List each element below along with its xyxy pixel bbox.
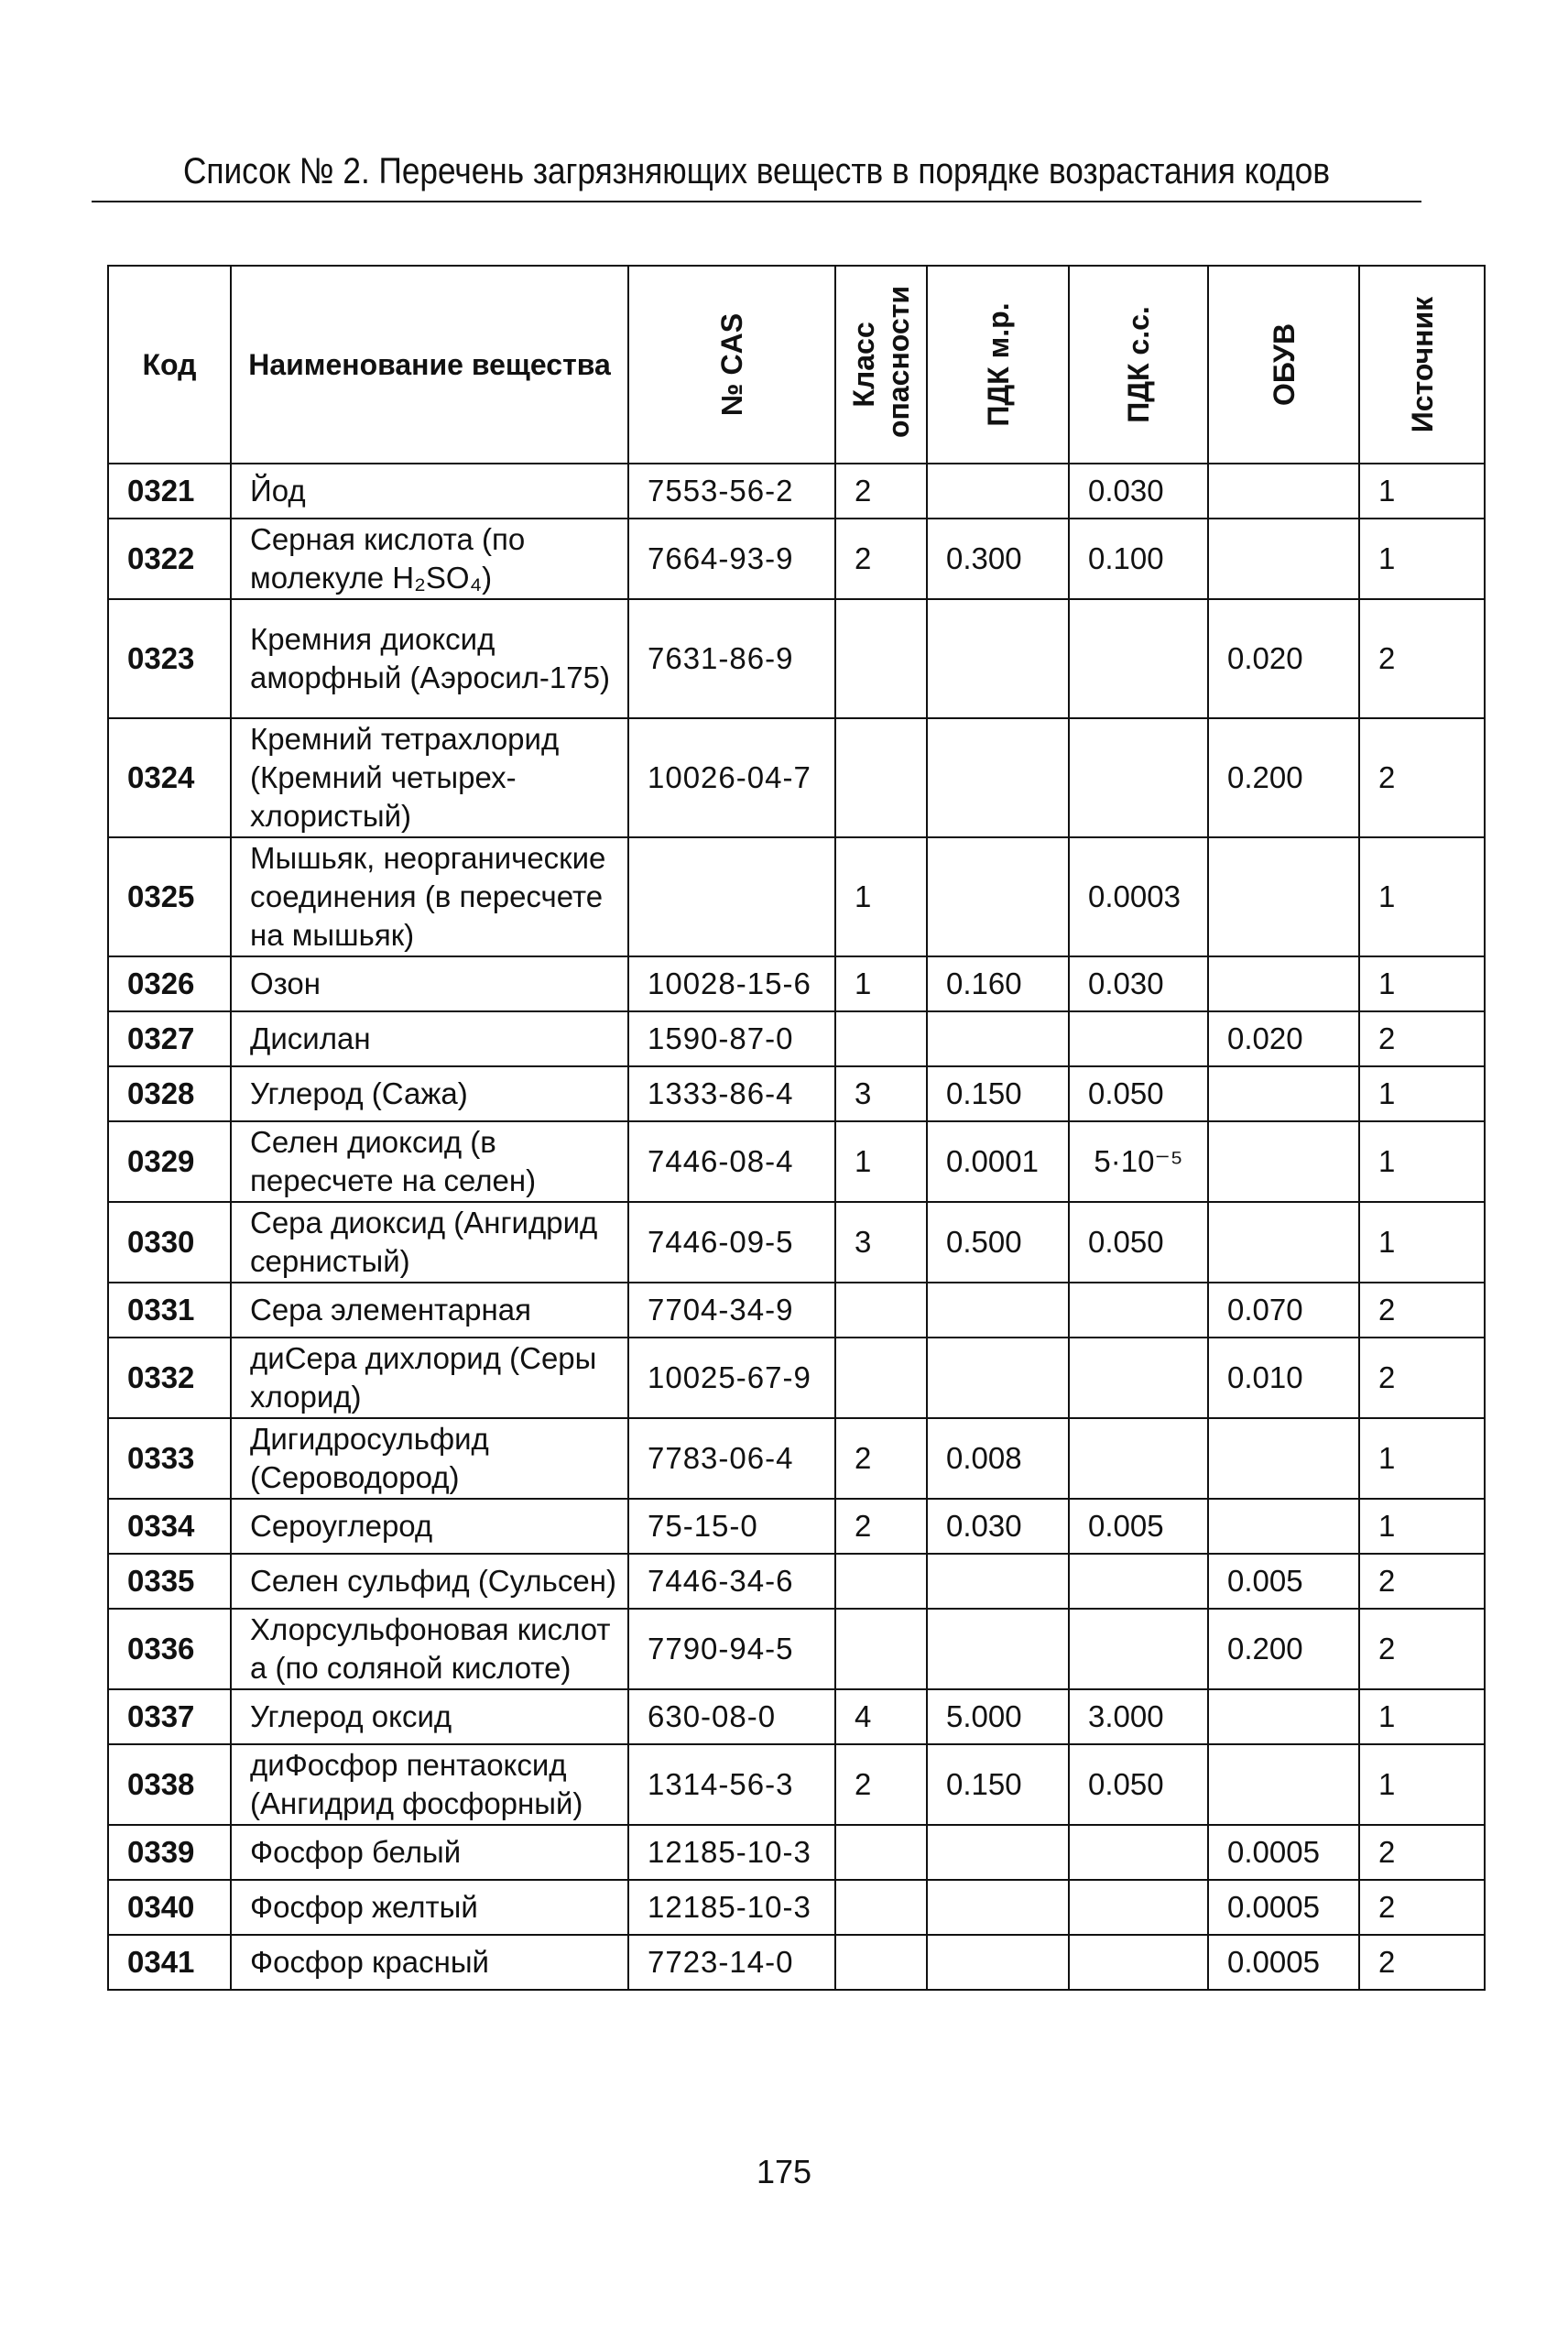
cell-source: 2 <box>1359 599 1485 718</box>
cell-hazard-class: 4 <box>835 1689 927 1744</box>
cell-pdk-mr: 0.150 <box>927 1066 1069 1121</box>
header-source-label: Источник <box>1405 296 1439 433</box>
cell-cas: 7446-34-6 <box>628 1554 835 1609</box>
page-number: 175 <box>756 2153 812 2190</box>
table-row <box>108 1935 1485 1990</box>
cell-name: Сера элементарная <box>231 1283 628 1338</box>
table-row <box>108 1554 1485 1609</box>
cell-source: 1 <box>1359 519 1485 599</box>
cell-pdk-ss <box>1069 599 1208 718</box>
table-header-row <box>108 266 1485 464</box>
cell-hazard-class <box>835 1609 927 1689</box>
cell-cas: 10025-67-9 <box>628 1338 835 1418</box>
cell-name: Фосфор желтый <box>231 1880 628 1935</box>
cell-code: 0324 <box>108 718 231 837</box>
cell-source: 1 <box>1359 1744 1485 1825</box>
cell-obuv <box>1208 464 1359 519</box>
cell-pdk-mr <box>927 837 1069 956</box>
cell-obuv <box>1208 1744 1359 1825</box>
cell-obuv <box>1208 1689 1359 1744</box>
header-hazard-class <box>835 266 927 464</box>
cell-obuv: 0.200 <box>1208 718 1359 837</box>
cell-cas: 1314-56-3 <box>628 1744 835 1825</box>
table-row <box>108 1609 1485 1689</box>
cell-code: 0325 <box>108 837 231 956</box>
cell-pdk-ss: 5·10⁻⁵ <box>1069 1121 1208 1202</box>
cell-cas: 7446-08-4 <box>628 1121 835 1202</box>
cell-code: 0341 <box>108 1935 231 1990</box>
cell-pdk-ss: 0.100 <box>1069 519 1208 599</box>
cell-source: 1 <box>1359 1121 1485 1202</box>
cell-source: 2 <box>1359 1609 1485 1689</box>
header-code: Код <box>108 266 231 464</box>
header-pdk-mr <box>927 266 1069 464</box>
cell-obuv <box>1208 1121 1359 1202</box>
cell-pdk-ss <box>1069 1338 1208 1418</box>
cell-pdk-ss: 0.050 <box>1069 1066 1208 1121</box>
cell-source: 2 <box>1359 718 1485 837</box>
table-row <box>108 519 1485 599</box>
cell-name: Озон <box>231 956 628 1011</box>
cell-pdk-mr: 0.0001 <box>927 1121 1069 1202</box>
cell-cas: 7723-14-0 <box>628 1935 835 1990</box>
cell-pdk-ss <box>1069 1609 1208 1689</box>
header-pdk-ss-label: ПДК с.с. <box>1122 306 1155 423</box>
table-row <box>108 1338 1485 1418</box>
table-row <box>108 1744 1485 1825</box>
cell-pdk-mr: 0.030 <box>927 1499 1069 1554</box>
cell-code: 0323 <box>108 599 231 718</box>
cell-cas: 7664-93-9 <box>628 519 835 599</box>
cell-hazard-class: 2 <box>835 464 927 519</box>
table-row <box>108 1418 1485 1499</box>
cell-obuv: 0.020 <box>1208 599 1359 718</box>
substances-table <box>107 265 1486 1991</box>
cell-source: 2 <box>1359 1338 1485 1418</box>
cell-pdk-ss <box>1069 1935 1208 1990</box>
cell-pdk-ss <box>1069 718 1208 837</box>
cell-name: Кремний тетрахлорид (Кремний четырех-хлористый) <box>231 718 628 837</box>
cell-code: 0328 <box>108 1066 231 1121</box>
cell-name: Селен диоксид (в пересчете на селен) <box>231 1121 628 1202</box>
cell-pdk-mr <box>927 1825 1069 1880</box>
cell-obuv: 0.010 <box>1208 1338 1359 1418</box>
page-title: Список № 2. Перечень загрязняющих веществ в порядке возрастания кодов <box>182 151 1331 191</box>
cell-source: 1 <box>1359 1689 1485 1744</box>
table-row <box>108 956 1485 1011</box>
cell-obuv <box>1208 519 1359 599</box>
cell-pdk-mr <box>927 1554 1069 1609</box>
cell-code: 0337 <box>108 1689 231 1744</box>
cell-obuv <box>1208 1499 1359 1554</box>
cell-pdk-ss <box>1069 1283 1208 1338</box>
cell-obuv <box>1208 1418 1359 1499</box>
cell-source: 1 <box>1359 956 1485 1011</box>
table-row <box>108 1011 1485 1066</box>
header-hazard-class-label: Класс опасности <box>847 285 915 438</box>
cell-cas: 630-08-0 <box>628 1689 835 1744</box>
cell-code: 0327 <box>108 1011 231 1066</box>
cell-obuv: 0.005 <box>1208 1554 1359 1609</box>
cell-pdk-ss: 0.030 <box>1069 956 1208 1011</box>
title-divider <box>92 201 1421 202</box>
table-row <box>108 1121 1485 1202</box>
cell-source: 1 <box>1359 1066 1485 1121</box>
header-pdk-ss <box>1069 266 1208 464</box>
cell-source: 1 <box>1359 1202 1485 1283</box>
cell-code: 0332 <box>108 1338 231 1418</box>
cell-pdk-mr <box>927 1935 1069 1990</box>
cell-name: Дисилан <box>231 1011 628 1066</box>
cell-pdk-ss <box>1069 1880 1208 1935</box>
cell-cas: 12185-10-3 <box>628 1825 835 1880</box>
cell-name: Фосфор белый <box>231 1825 628 1880</box>
cell-code: 0329 <box>108 1121 231 1202</box>
table-row <box>108 718 1485 837</box>
cell-source: 1 <box>1359 837 1485 956</box>
cell-hazard-class: 3 <box>835 1066 927 1121</box>
cell-pdk-ss: 0.030 <box>1069 464 1208 519</box>
cell-pdk-mr: 0.008 <box>927 1418 1069 1499</box>
cell-pdk-ss <box>1069 1554 1208 1609</box>
cell-pdk-ss <box>1069 1011 1208 1066</box>
cell-obuv <box>1208 956 1359 1011</box>
cell-code: 0340 <box>108 1880 231 1935</box>
cell-obuv: 0.0005 <box>1208 1880 1359 1935</box>
header-obuv-label: ОБУВ <box>1267 322 1301 407</box>
cell-name: Дигидросульфид (Сероводород) <box>231 1418 628 1499</box>
cell-name: Кремния диоксид аморфный (Аэросил-175) <box>231 599 628 718</box>
cell-hazard-class <box>835 1935 927 1990</box>
cell-name: Сероуглерод <box>231 1499 628 1554</box>
cell-pdk-mr <box>927 1011 1069 1066</box>
cell-code: 0335 <box>108 1554 231 1609</box>
cell-source: 1 <box>1359 1499 1485 1554</box>
cell-cas: 75-15-0 <box>628 1499 835 1554</box>
cell-hazard-class <box>835 1011 927 1066</box>
cell-pdk-mr <box>927 599 1069 718</box>
cell-hazard-class: 2 <box>835 1744 927 1825</box>
cell-pdk-ss <box>1069 1418 1208 1499</box>
cell-obuv: 0.0005 <box>1208 1935 1359 1990</box>
cell-code: 0333 <box>108 1418 231 1499</box>
cell-hazard-class <box>835 1825 927 1880</box>
cell-name: Углерод оксид <box>231 1689 628 1744</box>
cell-obuv: 0.020 <box>1208 1011 1359 1066</box>
cell-cas: 7790-94-5 <box>628 1609 835 1689</box>
cell-pdk-mr <box>927 464 1069 519</box>
cell-cas: 12185-10-3 <box>628 1880 835 1935</box>
cell-code: 0330 <box>108 1202 231 1283</box>
header-obuv <box>1208 266 1359 464</box>
cell-obuv: 0.0005 <box>1208 1825 1359 1880</box>
cell-hazard-class <box>835 1880 927 1935</box>
cell-name: Фосфор красный <box>231 1935 628 1990</box>
cell-code: 0336 <box>108 1609 231 1689</box>
cell-source: 1 <box>1359 1418 1485 1499</box>
header-source <box>1359 266 1485 464</box>
table-row <box>108 1825 1485 1880</box>
cell-source: 2 <box>1359 1554 1485 1609</box>
cell-pdk-mr <box>927 718 1069 837</box>
cell-hazard-class: 1 <box>835 837 927 956</box>
cell-name: Углерод (Сажа) <box>231 1066 628 1121</box>
cell-hazard-class <box>835 1338 927 1418</box>
cell-code: 0339 <box>108 1825 231 1880</box>
cell-hazard-class: 2 <box>835 519 927 599</box>
cell-pdk-mr: 0.300 <box>927 519 1069 599</box>
cell-pdk-mr <box>927 1338 1069 1418</box>
cell-pdk-ss: 0.050 <box>1069 1744 1208 1825</box>
cell-source: 2 <box>1359 1880 1485 1935</box>
cell-pdk-mr: 5.000 <box>927 1689 1069 1744</box>
cell-pdk-mr: 0.160 <box>927 956 1069 1011</box>
cell-pdk-ss: 0.050 <box>1069 1202 1208 1283</box>
cell-code: 0326 <box>108 956 231 1011</box>
cell-name: Йод <box>231 464 628 519</box>
cell-pdk-ss <box>1069 1825 1208 1880</box>
cell-pdk-mr: 0.500 <box>927 1202 1069 1283</box>
cell-source: 1 <box>1359 464 1485 519</box>
cell-name: Сера диоксид (Ангидрид сернистый) <box>231 1202 628 1283</box>
header-cas <box>628 266 835 464</box>
cell-obuv: 0.070 <box>1208 1283 1359 1338</box>
table-row <box>108 464 1485 519</box>
table-row <box>108 837 1485 956</box>
cell-cas: 7783-06-4 <box>628 1418 835 1499</box>
cell-pdk-mr: 0.150 <box>927 1744 1069 1825</box>
cell-code: 0321 <box>108 464 231 519</box>
table-row <box>108 1202 1485 1283</box>
cell-obuv <box>1208 1066 1359 1121</box>
cell-source: 2 <box>1359 1011 1485 1066</box>
cell-code: 0331 <box>108 1283 231 1338</box>
cell-name: Хлорсульфоновая кислот а (по соляной кислоте) <box>231 1609 628 1689</box>
table-row <box>108 599 1485 718</box>
cell-hazard-class: 3 <box>835 1202 927 1283</box>
cell-cas: 10026-04-7 <box>628 718 835 837</box>
table-row <box>108 1066 1485 1121</box>
cell-hazard-class: 2 <box>835 1499 927 1554</box>
cell-hazard-class <box>835 599 927 718</box>
cell-cas: 7631-86-9 <box>628 599 835 718</box>
cell-code: 0334 <box>108 1499 231 1554</box>
cell-source: 2 <box>1359 1935 1485 1990</box>
cell-code: 0322 <box>108 519 231 599</box>
cell-pdk-ss: 0.0003 <box>1069 837 1208 956</box>
table-row <box>108 1283 1485 1338</box>
cell-hazard-class <box>835 1554 927 1609</box>
cell-name: Селен сульфид (Сульсен) <box>231 1554 628 1609</box>
header-cas-label: № CAS <box>715 312 748 417</box>
cell-source: 2 <box>1359 1283 1485 1338</box>
cell-hazard-class: 1 <box>835 1121 927 1202</box>
cell-obuv: 0.200 <box>1208 1609 1359 1689</box>
cell-hazard-class <box>835 1283 927 1338</box>
cell-name: Мышьяк, неорганические соединения (в пересчете на мышьяк) <box>231 837 628 956</box>
header-pdk-mr-label: ПДК м.р. <box>981 302 1015 427</box>
cell-obuv <box>1208 1202 1359 1283</box>
cell-name: диСера дихлорид (Серы хлорид) <box>231 1338 628 1418</box>
cell-cas: 1590-87-0 <box>628 1011 835 1066</box>
header-name: Наименование вещества <box>231 266 628 464</box>
cell-hazard-class: 2 <box>835 1418 927 1499</box>
cell-cas: 7446-09-5 <box>628 1202 835 1283</box>
cell-obuv <box>1208 837 1359 956</box>
cell-pdk-mr <box>927 1283 1069 1338</box>
cell-hazard-class <box>835 718 927 837</box>
table-row <box>108 1499 1485 1554</box>
cell-cas <box>628 837 835 956</box>
table-row <box>108 1689 1485 1744</box>
cell-cas: 1333-86-4 <box>628 1066 835 1121</box>
cell-source: 2 <box>1359 1825 1485 1880</box>
cell-cas: 7553-56-2 <box>628 464 835 519</box>
cell-cas: 7704-34-9 <box>628 1283 835 1338</box>
cell-hazard-class: 1 <box>835 956 927 1011</box>
cell-name: Серная кислота (по молекуле H₂SO₄) <box>231 519 628 599</box>
cell-cas: 10028-15-6 <box>628 956 835 1011</box>
cell-name: диФосфор пентаоксид (Ангидрид фосфорный) <box>231 1744 628 1825</box>
cell-pdk-mr <box>927 1880 1069 1935</box>
table-row <box>108 1880 1485 1935</box>
cell-code: 0338 <box>108 1744 231 1825</box>
cell-pdk-mr <box>927 1609 1069 1689</box>
cell-pdk-ss: 0.005 <box>1069 1499 1208 1554</box>
cell-pdk-ss: 3.000 <box>1069 1689 1208 1744</box>
